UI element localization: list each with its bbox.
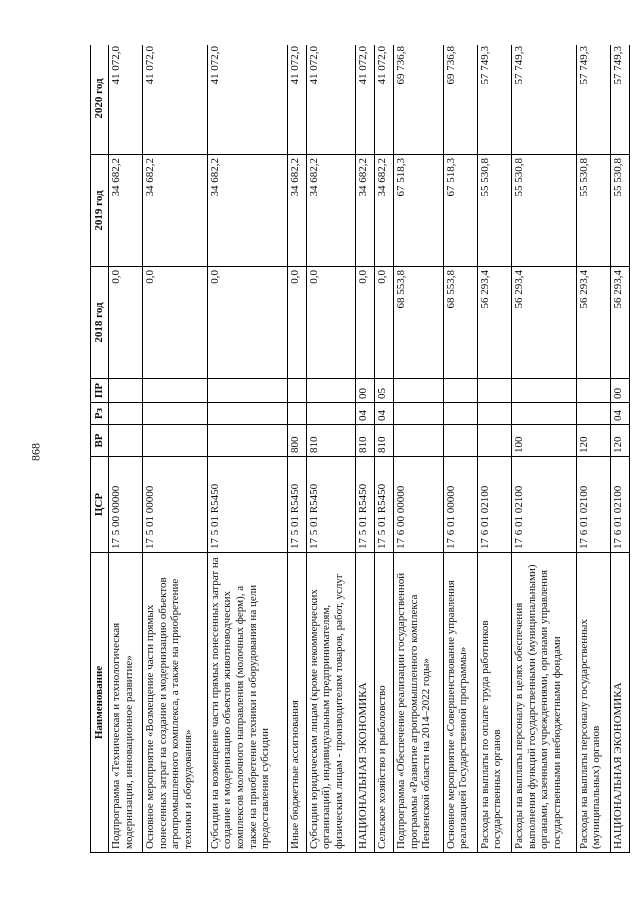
header-2020: 2020 год <box>91 45 109 155</box>
cell-2020: 41 072,0 <box>207 45 287 155</box>
cell-rz: 04 <box>356 403 375 425</box>
cell-pr <box>443 379 477 403</box>
cell-name: Расходы на выплаты персоналу в целях обеспечения выполнения функций государственными (муниципальными) органами, казенными учреждениями, органами управления государственными внебюджетными фондами <box>512 553 577 853</box>
cell-name: Расходы на выплаты по оплате труда работников государственных органов <box>477 553 511 853</box>
table-row <box>610 45 629 853</box>
cell-pr: 00 <box>356 379 375 403</box>
cell-name: НАЦИОНАЛЬНАЯ ЭКОНОМИКА <box>356 553 375 853</box>
cell-2019: 34 682,2 <box>143 155 208 267</box>
cell-name: Расходы на выплаты персоналу государственных (муниципальных) органов <box>576 553 610 853</box>
cell-vr <box>477 425 511 457</box>
cell-2019: 55 530,8 <box>477 155 511 267</box>
cell-pr: 00 <box>610 379 629 403</box>
table-row <box>394 45 443 853</box>
header-pr: ПР <box>91 379 109 403</box>
rotated-table-area <box>90 45 630 853</box>
cell-2018: 56 293,4 <box>610 267 629 379</box>
page-number: 868 <box>28 443 43 461</box>
cell-2018: 0,0 <box>375 267 394 379</box>
table-row <box>143 45 208 853</box>
cell-rz <box>287 403 306 425</box>
cell-csr: 17 5 01 R5450 <box>207 457 287 553</box>
header-name: Наименование <box>91 553 109 853</box>
cell-2020: 41 072,0 <box>375 45 394 155</box>
table-row <box>287 45 306 853</box>
cell-rz: 04 <box>375 403 394 425</box>
cell-2020: 41 072,0 <box>306 45 355 155</box>
budget-table <box>90 45 630 853</box>
cell-2020: 57 749,3 <box>610 45 629 155</box>
cell-vr: 800 <box>287 425 306 457</box>
cell-name: Иные бюджетные ассигнования <box>287 553 306 853</box>
cell-2018: 68 553,8 <box>443 267 477 379</box>
cell-pr <box>207 379 287 403</box>
cell-vr <box>443 425 477 457</box>
cell-2020: 41 072,0 <box>143 45 208 155</box>
cell-csr: 17 6 01 02100 <box>610 457 629 553</box>
cell-2018: 0,0 <box>143 267 208 379</box>
table-row <box>109 45 143 853</box>
table-row <box>207 45 287 853</box>
cell-csr: 17 6 01 02100 <box>477 457 511 553</box>
table-rotation-wrapper <box>90 45 630 853</box>
cell-rz <box>443 403 477 425</box>
cell-2019: 67 518,3 <box>443 155 477 267</box>
table-row <box>375 45 394 853</box>
cell-2020: 69 736,8 <box>443 45 477 155</box>
cell-vr: 810 <box>356 425 375 457</box>
cell-name: Подпрограмма «Обеспечение реализации государственной программы «Развитие агропромышленного комплекса Пензенской области на 2014–2022 годы» <box>394 553 443 853</box>
header-vr: ВР <box>91 425 109 457</box>
cell-2019: 34 682,2 <box>207 155 287 267</box>
header-rz: Рз <box>91 403 109 425</box>
header-2018: 2018 год <box>91 267 109 379</box>
cell-2019: 55 530,8 <box>576 155 610 267</box>
cell-pr <box>394 379 443 403</box>
cell-2018: 68 553,8 <box>394 267 443 379</box>
cell-csr: 17 5 01 R5450 <box>287 457 306 553</box>
cell-2018: 0,0 <box>356 267 375 379</box>
cell-csr: 17 5 01 R5450 <box>356 457 375 553</box>
cell-pr <box>287 379 306 403</box>
cell-name: Основное мероприятие «Совершенствование управления реализацией Государственной программы» <box>443 553 477 853</box>
table-body <box>109 45 630 853</box>
cell-vr: 810 <box>375 425 394 457</box>
cell-2018: 0,0 <box>287 267 306 379</box>
cell-rz <box>477 403 511 425</box>
cell-rz <box>207 403 287 425</box>
cell-name: НАЦИОНАЛЬНАЯ ЭКОНОМИКА <box>610 553 629 853</box>
cell-rz <box>143 403 208 425</box>
cell-csr: 17 5 00 00000 <box>109 457 143 553</box>
cell-2018: 0,0 <box>109 267 143 379</box>
cell-name: Субсидии юридическим лицам (кроме некоммерческих организаций), индивидуальным предпринимателям, физическим лицам - производителям товаров, работ, услуг <box>306 553 355 853</box>
cell-name: Основное мероприятие «Возмещение части прямых понесенных затрат на создание и модернизацию объектов агропромышленного комплекса, а также на приобретение техники и оборудования» <box>143 553 208 853</box>
header-csr: ЦСР <box>91 457 109 553</box>
cell-rz <box>306 403 355 425</box>
cell-2020: 57 749,3 <box>477 45 511 155</box>
cell-csr: 17 5 01 R5450 <box>306 457 355 553</box>
cell-2019: 55 530,8 <box>610 155 629 267</box>
cell-pr: 05 <box>375 379 394 403</box>
table-row <box>512 45 577 853</box>
cell-vr <box>109 425 143 457</box>
cell-2019: 34 682,2 <box>375 155 394 267</box>
cell-2020: 41 072,0 <box>109 45 143 155</box>
cell-2020: 69 736,8 <box>394 45 443 155</box>
cell-csr: 17 5 01 00000 <box>143 457 208 553</box>
table-row <box>443 45 477 853</box>
cell-rz <box>512 403 577 425</box>
cell-vr <box>394 425 443 457</box>
cell-pr <box>512 379 577 403</box>
cell-2018: 0,0 <box>207 267 287 379</box>
cell-rz <box>109 403 143 425</box>
cell-vr: 120 <box>576 425 610 457</box>
cell-2020: 57 749,3 <box>512 45 577 155</box>
cell-pr <box>143 379 208 403</box>
cell-csr: 17 5 01 R5450 <box>375 457 394 553</box>
cell-2018: 56 293,4 <box>477 267 511 379</box>
cell-csr: 17 6 01 00000 <box>443 457 477 553</box>
cell-2018: 0,0 <box>306 267 355 379</box>
cell-2018: 56 293,4 <box>512 267 577 379</box>
cell-rz <box>394 403 443 425</box>
cell-rz: 04 <box>610 403 629 425</box>
cell-csr: 17 6 01 02100 <box>576 457 610 553</box>
cell-csr: 17 6 01 02100 <box>512 457 577 553</box>
cell-2019: 55 530,8 <box>512 155 577 267</box>
cell-2019: 34 682,2 <box>306 155 355 267</box>
table-header-row <box>91 45 109 853</box>
cell-2020: 41 072,0 <box>356 45 375 155</box>
table-row <box>576 45 610 853</box>
cell-rz <box>576 403 610 425</box>
cell-csr: 17 6 00 00000 <box>394 457 443 553</box>
cell-vr <box>143 425 208 457</box>
cell-vr: 810 <box>306 425 355 457</box>
cell-vr: 100 <box>512 425 577 457</box>
table-row <box>356 45 375 853</box>
table-row <box>306 45 355 853</box>
table-row <box>477 45 511 853</box>
cell-name: Сельское хозяйство и рыболовство <box>375 553 394 853</box>
cell-2020: 41 072,0 <box>287 45 306 155</box>
cell-pr <box>576 379 610 403</box>
cell-2019: 34 682,2 <box>109 155 143 267</box>
cell-pr <box>306 379 355 403</box>
cell-2020: 57 749,3 <box>576 45 610 155</box>
cell-name: Субсидии на возмещение части прямых понесенных затрат на создание и модернизацию объектов животноводческих комплексов молочного направления (молочных ферм), а также на приобретение техники и оборудования на цели предоставления субсидии <box>207 553 287 853</box>
cell-pr <box>109 379 143 403</box>
cell-2019: 34 682,2 <box>287 155 306 267</box>
cell-name: Подпрограмма «Техническая и технологическая модернизация, инновационное развитие» <box>109 553 143 853</box>
cell-2019: 34 682,2 <box>356 155 375 267</box>
cell-vr: 120 <box>610 425 629 457</box>
header-2019: 2019 год <box>91 155 109 267</box>
cell-2018: 56 293,4 <box>576 267 610 379</box>
cell-2019: 67 518,3 <box>394 155 443 267</box>
cell-vr <box>207 425 287 457</box>
cell-pr <box>477 379 511 403</box>
